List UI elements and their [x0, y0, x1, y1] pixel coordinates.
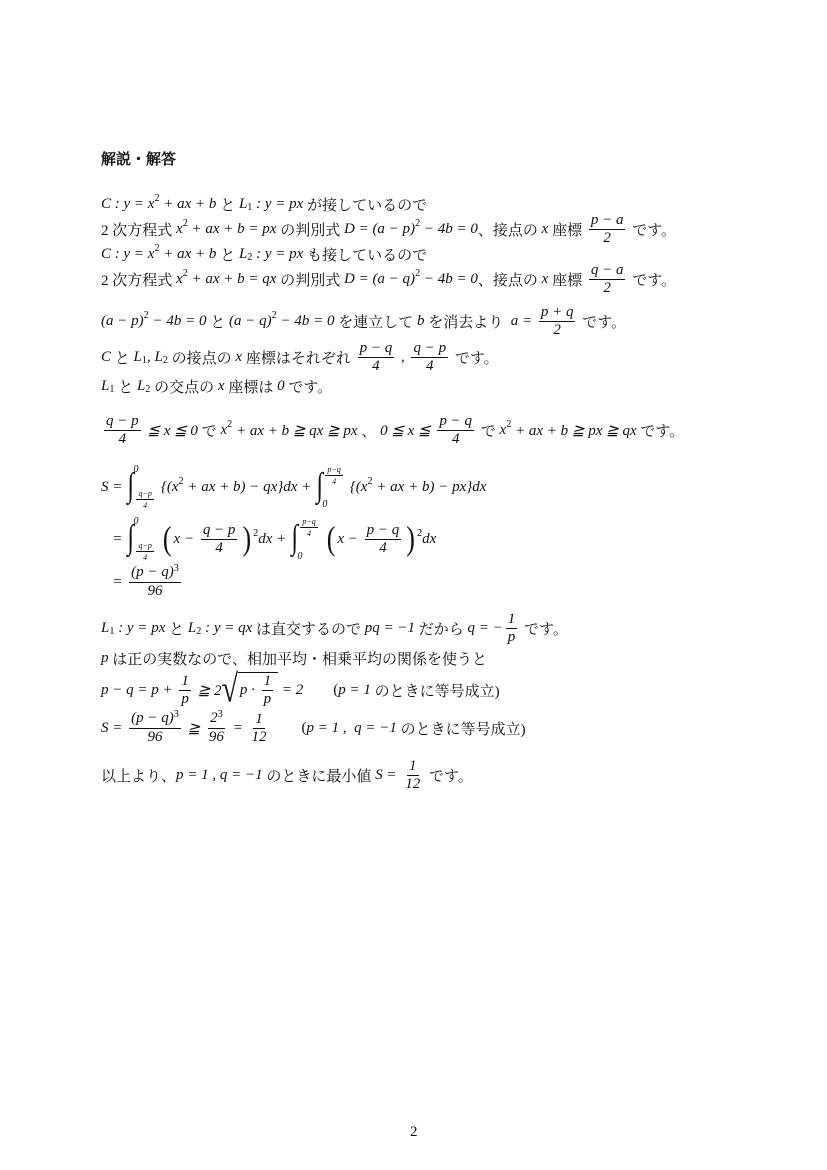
- radical-sign: √: [221, 667, 238, 711]
- math-text: , L: [146, 348, 163, 365]
- math-text: S =: [375, 766, 401, 783]
- math-text: S =: [101, 719, 127, 736]
- big-parenthesis: ): [242, 519, 252, 558]
- fraction: [325, 465, 342, 486]
- math-text: C : y = x: [101, 245, 155, 262]
- math-text: + ax + b: [159, 195, 217, 212]
- denominator: [145, 729, 164, 745]
- math-text: 4: [379, 539, 387, 556]
- math-text: 2: [603, 279, 611, 296]
- integral: [290, 516, 321, 562]
- numerator: [136, 489, 153, 500]
- fraction: [589, 263, 626, 296]
- math-text: (a − q): [228, 312, 272, 329]
- subscript: 1: [109, 383, 115, 395]
- superscript: 3: [173, 708, 179, 720]
- text: 座標はそれぞれ: [242, 350, 355, 367]
- math-text: a =: [510, 312, 536, 329]
- numerator: [201, 523, 238, 540]
- text: を消去より: [424, 314, 511, 331]
- lower-limit: [133, 540, 156, 562]
- denominator: [403, 776, 422, 792]
- denominator: [601, 280, 613, 296]
- math-text: p: [101, 649, 109, 666]
- math-text: p − q: [439, 412, 472, 429]
- numerator: [365, 523, 402, 540]
- text: 2 次方程式: [101, 222, 177, 239]
- text: と: [216, 197, 239, 214]
- integral-sign: ∫: [316, 467, 324, 504]
- text: です。: [628, 222, 677, 239]
- math-text: : y = px: [252, 245, 304, 262]
- denominator: [450, 431, 462, 447]
- math-text: : y = qx: [201, 619, 253, 636]
- math-text: 12: [251, 728, 267, 745]
- fraction: [437, 414, 474, 447]
- upper-limit: [133, 516, 156, 527]
- math-text: + ax + b) − qx}dx +: [183, 478, 316, 495]
- fraction: [104, 414, 141, 447]
- math-text: D = (a − q): [343, 270, 416, 287]
- numerator: [411, 341, 448, 358]
- lower-limit: [133, 488, 156, 510]
- upper-limit: [297, 516, 320, 538]
- math-text: x: [235, 348, 243, 365]
- math-text: x: [499, 421, 507, 438]
- radicand: [238, 672, 278, 708]
- math-text: p − a: [590, 211, 624, 228]
- math-text: =: [101, 530, 127, 547]
- text: のときに最小値: [262, 768, 376, 785]
- numerator: [129, 562, 181, 583]
- text: と: [206, 314, 229, 331]
- math-text: p ·: [239, 682, 259, 698]
- superscript: 2: [506, 419, 512, 431]
- denominator: [506, 629, 518, 645]
- superscript: 2: [178, 476, 184, 488]
- superscript: 2: [415, 268, 421, 280]
- integral-limits: [133, 464, 156, 510]
- math-text: x: [541, 220, 549, 237]
- superscript: 2: [154, 243, 160, 255]
- math-text: x: [220, 421, 228, 438]
- denominator: [262, 691, 274, 707]
- integral-limits: [322, 464, 345, 510]
- math-text: q = −: [467, 619, 503, 636]
- math-text: q = −1: [354, 719, 397, 736]
- math-text: q − p: [413, 339, 447, 356]
- text: の判別式: [276, 272, 344, 289]
- text: のときに等号成立): [370, 683, 500, 700]
- math-text: − 4b = 0: [420, 220, 478, 237]
- numerator: [262, 674, 274, 691]
- math-text: : y = px: [252, 195, 304, 212]
- subscript: 2: [196, 625, 202, 637]
- math-text: x −: [173, 530, 198, 547]
- text: です。: [425, 768, 473, 785]
- subscript: 2: [247, 251, 253, 263]
- math-text: + ax + b) − px}dx: [372, 478, 487, 495]
- math-text: x: [541, 270, 549, 287]
- math-text: S =: [101, 478, 127, 495]
- text: 座標: [548, 222, 586, 239]
- numerator: [136, 541, 153, 552]
- text: の交点の: [150, 379, 218, 396]
- text: の接点の: [167, 350, 236, 367]
- text: です。: [628, 272, 677, 289]
- text: 2 次方程式: [101, 272, 177, 289]
- text: 、接点の: [477, 272, 542, 289]
- fraction: [207, 708, 226, 745]
- math-text: 2: [553, 321, 561, 338]
- math-text: 0: [277, 377, 285, 394]
- denominator: [601, 230, 613, 246]
- integral: [126, 464, 157, 510]
- denominator: [213, 540, 225, 556]
- math-text: 1: [263, 673, 272, 689]
- math-text: 4: [451, 430, 460, 447]
- denominator: [424, 358, 436, 374]
- math-text: 0: [133, 516, 139, 527]
- math-text: p: [507, 628, 516, 645]
- math-text: {(x: [349, 478, 368, 495]
- text: だから: [415, 621, 468, 638]
- denominator: [250, 729, 269, 745]
- math-text: q − a: [590, 261, 624, 278]
- fraction: [201, 523, 238, 556]
- math-text: L: [187, 619, 197, 636]
- math-text: L: [238, 195, 248, 212]
- math-text: L: [101, 377, 110, 394]
- math-text: 0 ≦ x ≦: [380, 422, 435, 439]
- math-text: 1: [409, 757, 417, 774]
- big-parenthesis: (: [326, 519, 336, 558]
- text: です。: [284, 379, 333, 396]
- text: も接しているので: [303, 247, 428, 264]
- text: ,: [339, 719, 355, 736]
- math-text: 12: [405, 775, 421, 792]
- upper-limit: [322, 464, 345, 486]
- math-text: =: [228, 719, 247, 736]
- math-text: ≧: [183, 720, 204, 737]
- superscript: 2: [367, 476, 373, 488]
- math-text: 4: [332, 477, 337, 486]
- fraction: [403, 759, 422, 792]
- integral-sign: ∫: [127, 467, 135, 504]
- math-text: p − q: [359, 339, 393, 356]
- integral: [315, 464, 346, 510]
- math-text: ≦ x ≦ 0: [143, 422, 198, 439]
- math-text: dx +: [258, 530, 290, 547]
- math-text: pq = −1: [364, 619, 416, 636]
- numerator: [129, 708, 181, 729]
- text: 、接点の: [477, 222, 542, 239]
- math-text: (a − p): [101, 312, 144, 329]
- text: 以上より、: [101, 768, 177, 785]
- denominator: [145, 583, 164, 599]
- numerator: [437, 414, 474, 431]
- fraction: [136, 541, 153, 562]
- superscript: 2: [182, 218, 188, 230]
- superscript: 2: [253, 528, 259, 540]
- denominator: [179, 691, 191, 707]
- fraction: [539, 305, 576, 338]
- integral: [126, 516, 157, 562]
- superscript: 2: [415, 218, 421, 230]
- denominator: [370, 358, 382, 374]
- text: が接しているので: [303, 197, 428, 214]
- text: 、: [357, 423, 381, 440]
- math-text: q − p: [202, 521, 236, 538]
- math-text: q−p: [138, 489, 152, 498]
- text: です。: [520, 621, 568, 638]
- denominator: [551, 322, 563, 338]
- math-text: 96: [147, 583, 163, 599]
- math-text: 4: [372, 357, 380, 374]
- numerator: [539, 305, 576, 322]
- math-text: + ax + b ≧ px ≧ qx: [511, 422, 637, 439]
- numerator: [104, 414, 141, 431]
- text: で: [197, 423, 221, 440]
- fraction: [506, 612, 518, 645]
- math-text: 0: [133, 464, 139, 475]
- text: ,: [397, 348, 409, 365]
- math-text: p−q: [302, 517, 316, 526]
- math-text: D = (a − p): [343, 220, 416, 237]
- math-text: + ax + b = px: [187, 220, 277, 237]
- numerator: [208, 708, 225, 729]
- math-text: L: [136, 377, 146, 394]
- fraction: [262, 674, 274, 707]
- page-number: 2: [410, 1124, 418, 1140]
- math-text: x −: [337, 530, 362, 547]
- math-text: x: [217, 377, 225, 394]
- denominator: [207, 729, 226, 745]
- math-text: p: [181, 690, 189, 707]
- text: 座標は: [224, 379, 278, 396]
- math-text: 4: [143, 501, 148, 510]
- square-root: [221, 667, 278, 711]
- denominator: [305, 528, 313, 538]
- math-text: 0: [297, 551, 303, 562]
- text: で: [477, 423, 500, 440]
- fraction: [179, 674, 191, 707]
- fraction: [300, 517, 317, 538]
- integral-sign: ∫: [291, 519, 298, 556]
- fraction: [136, 489, 153, 510]
- math-text: p: [263, 691, 272, 707]
- math-text: 4: [307, 529, 312, 538]
- math-text: L: [238, 245, 248, 262]
- subscript: 1: [109, 625, 115, 637]
- math-text: x: [176, 270, 183, 287]
- fraction: [365, 523, 402, 556]
- math-text: C: [101, 348, 112, 365]
- subscript: 1: [247, 201, 253, 213]
- text: と: [114, 379, 137, 396]
- text: です。: [451, 350, 499, 367]
- superscript: 3: [173, 562, 179, 574]
- math-text: − 4b = 0: [420, 270, 478, 287]
- fraction: [358, 341, 395, 374]
- superscript: 2: [227, 419, 233, 431]
- math-text: : y = px: [114, 619, 166, 636]
- text: 座標: [548, 272, 586, 289]
- numerator: [325, 465, 342, 476]
- math-text: x: [176, 220, 183, 237]
- math-text: 1: [255, 710, 263, 727]
- superscript: 2: [271, 310, 277, 322]
- lower-limit: [297, 551, 320, 562]
- numerator: [589, 263, 626, 280]
- math-text: 4: [143, 553, 148, 562]
- fraction: [250, 712, 269, 745]
- subscript: 2: [145, 383, 151, 395]
- math-text: 2: [210, 710, 218, 726]
- math-text: p = 1: [306, 719, 340, 736]
- text: は正の実数なので、相加平均・相乗平均の関係を使うと: [108, 651, 487, 668]
- math-text: 4: [426, 357, 434, 374]
- math-text: {(x: [160, 478, 179, 495]
- superscript: 2: [154, 193, 160, 205]
- numerator: [358, 341, 395, 358]
- numerator: [589, 213, 626, 230]
- math-text: = 2: [278, 681, 304, 698]
- numerator: [179, 674, 191, 691]
- text: の判別式: [276, 222, 344, 239]
- integral-limits: [297, 516, 320, 562]
- superscript: 2: [143, 310, 149, 322]
- math-text: 1: [507, 610, 516, 627]
- lower-limit: [322, 499, 345, 510]
- math-text: + ax + b: [159, 245, 217, 262]
- math-text: 4: [118, 430, 127, 447]
- fraction: [129, 708, 181, 745]
- math-text: 1: [181, 672, 189, 689]
- section-title: 解説・解答: [101, 150, 177, 168]
- numerator: [253, 712, 265, 729]
- math-text: b: [416, 312, 425, 329]
- integral-limits: [133, 516, 156, 562]
- math-text: 2: [603, 229, 611, 246]
- math-text: =: [101, 573, 127, 590]
- numerator: [300, 517, 317, 528]
- math-text: − 4b = 0: [148, 312, 207, 329]
- fraction: [129, 562, 181, 599]
- math-text: 0: [322, 499, 328, 510]
- text: を連立して: [334, 314, 417, 331]
- math-text: 4: [215, 539, 223, 556]
- superscript: 2: [416, 528, 423, 540]
- denominator: [141, 500, 149, 510]
- superscript: 3: [217, 708, 223, 720]
- subscript: 1: [141, 354, 147, 366]
- text: (: [271, 719, 307, 736]
- math-text: p = 1 , q = −1: [176, 766, 263, 783]
- math-text: L: [101, 619, 110, 636]
- text: です。: [636, 423, 685, 440]
- math-text: + ax + b ≧ qx ≧ px: [232, 422, 358, 439]
- math-text: p + q: [540, 303, 574, 320]
- math-text: 96: [208, 729, 224, 745]
- math-text: p − q = p +: [101, 681, 177, 698]
- text: と: [165, 621, 188, 638]
- fraction: [411, 341, 448, 374]
- math-text: − 4b = 0: [276, 312, 335, 329]
- math-text: q−p: [138, 541, 152, 550]
- numerator: [506, 612, 518, 629]
- math-text: 96: [147, 729, 163, 745]
- denominator: [117, 431, 129, 447]
- denominator: [377, 540, 389, 556]
- numerator: [407, 759, 419, 776]
- math-text: p−q: [327, 465, 341, 474]
- math-text: dx: [422, 530, 437, 547]
- denominator: [330, 476, 338, 486]
- big-parenthesis: (: [162, 519, 172, 558]
- math-text: (p − q): [131, 710, 174, 726]
- integral-sign: ∫: [127, 519, 135, 556]
- math-text: q − p: [106, 412, 139, 429]
- text: です。: [578, 314, 627, 331]
- superscript: 2: [182, 268, 188, 280]
- big-parenthesis: ): [406, 519, 415, 558]
- upper-limit: [133, 464, 156, 475]
- subscript: 2: [162, 354, 168, 366]
- text: と: [111, 350, 134, 367]
- math-text: p = 1: [338, 681, 371, 698]
- math-text: L: [133, 348, 142, 365]
- math-text: (p − q): [131, 564, 174, 580]
- math-text: ≧ 2: [193, 682, 222, 699]
- math-text: C : y = x: [101, 195, 155, 212]
- text: のときに等号成立): [396, 721, 526, 738]
- math-text: p − q: [366, 521, 400, 538]
- text: と: [216, 247, 239, 264]
- math-text: + ax + b = qx: [187, 270, 277, 287]
- denominator: [141, 552, 149, 562]
- text: は直交するので: [252, 621, 365, 638]
- text: (: [303, 681, 339, 698]
- fraction: [589, 213, 626, 246]
